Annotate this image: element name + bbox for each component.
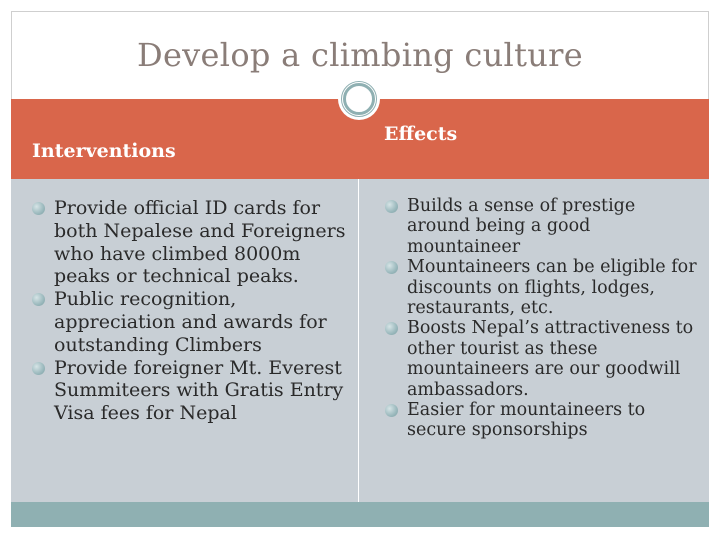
slide-title: Develop a climbing culture: [136, 36, 583, 74]
list-item: [385, 257, 703, 318]
intervention-text: Provide foreigner Mt. Everest Summiteers with Gratis Entry Visa fees for Nepal: [54, 356, 344, 425]
bullet-icon: [32, 293, 45, 306]
intervention-text: Public recognition, appreciation and awards for outstanding Climbers: [54, 288, 327, 356]
bullet-icon: [385, 404, 398, 417]
effects-header: Effects: [384, 123, 458, 145]
effect-text: Mountaineers can be eligible for discounts on flights, lodges, restaurants, etc.: [407, 257, 697, 319]
bullet-icon: [385, 261, 398, 274]
bullet-icon: [385, 322, 398, 335]
effect-text: Easier for mountaineers to secure sponsorships: [407, 400, 646, 441]
intervention-text: Provide official ID cards for both Nepalese and Foreigners who have climbed 8000m peaks or technical peaks.: [54, 197, 346, 288]
interventions-header: Interventions: [32, 140, 176, 162]
interventions-list: [32, 197, 350, 425]
effects-list: [385, 196, 703, 441]
bullet-icon: [385, 200, 398, 213]
effect-text: Boosts Nepal’s attractiveness to other tourist as these mountaineers are our goodwill ambassadors.: [407, 318, 694, 400]
bullet-icon: [32, 362, 45, 375]
ring-ornament-icon: [338, 78, 380, 120]
footer-band: [11, 502, 709, 527]
list-item: [32, 197, 350, 288]
list-item: [385, 400, 703, 441]
bullet-icon: [32, 202, 45, 215]
ring-inner: [341, 81, 377, 117]
list-item: [385, 196, 703, 257]
list-item: [32, 288, 350, 356]
list-item: [32, 357, 350, 425]
list-item: [385, 318, 703, 400]
column-divider: [358, 179, 359, 502]
effect-text: Builds a sense of prestige around being a good mountaineer: [407, 196, 636, 257]
